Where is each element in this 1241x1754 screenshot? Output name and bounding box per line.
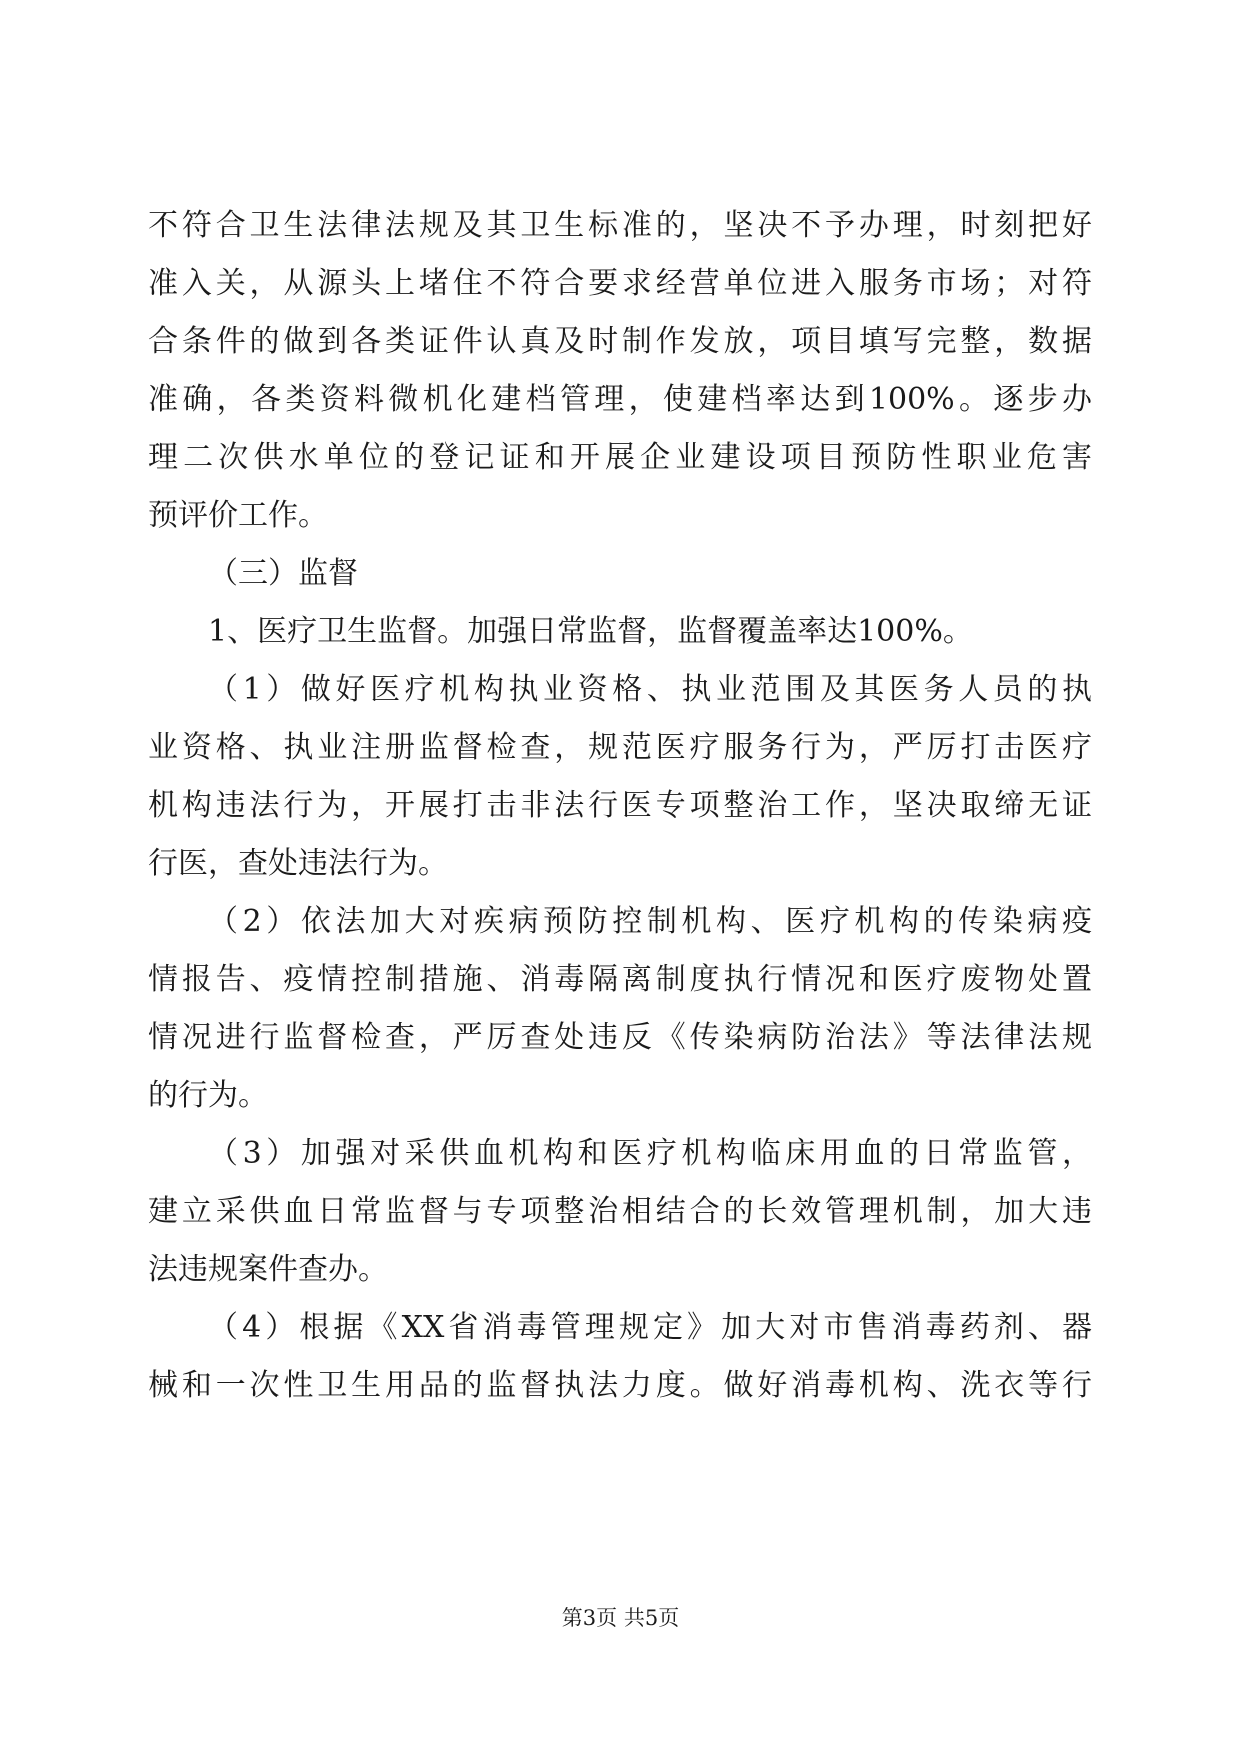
text-line: （3）加强对采供血机构和医疗机构临床用血的日常监管， <box>208 1136 1092 1171</box>
text-line: 合条件的做到各类证件认真及时制作发放，项目填写完整，数据 <box>148 324 1092 359</box>
text-line: （2）依法加大对疾病预防控制机构、医疗机构的传染病疫 <box>208 904 1092 939</box>
text-line: 业资格、执业注册监督检查，规范医疗服务行为，严厉打击医疗 <box>148 730 1092 765</box>
text-line: 准确，各类资料微机化建档管理，使建档率达到100%。逐步办 <box>148 382 1092 417</box>
subsection-heading: 1、医疗卫生监督。加强日常监督，监督覆盖率达100%。 <box>208 614 973 649</box>
text-line: 情况进行监督检查，严厉查处违反《传染病防治法》等法律法规 <box>148 1020 1092 1055</box>
text-line: 建立采供血日常监督与专项整治相结合的长效管理机制，加大违 <box>148 1194 1092 1229</box>
text-line: （4）根据《XX省消毒管理规定》加大对市售消毒药剂、器 <box>208 1310 1092 1345</box>
text-line: 械和一次性卫生用品的监督执法力度。做好消毒机构、洗衣等行 <box>148 1368 1092 1403</box>
text-line: 理二次供水单位的登记证和开展企业建设项目预防性职业危害 <box>148 440 1092 475</box>
section-heading: （三）监督 <box>208 556 358 591</box>
text-line: 不符合卫生法律法规及其卫生标准的，坚决不予办理，时刻把好 <box>148 208 1092 243</box>
text-line: 情报告、疫情控制措施、消毒隔离制度执行情况和医疗废物处置 <box>148 962 1092 997</box>
text-line: 机构违法行为，开展打击非法行医专项整治工作，坚决取缔无证 <box>148 788 1092 823</box>
text-line: （1）做好医疗机构执业资格、执业范围及其医务人员的执 <box>208 672 1092 707</box>
text-line: 准入关，从源头上堵住不符合要求经营单位进入服务市场；对符 <box>148 266 1092 301</box>
text-line: 行医，查处违法行为。 <box>148 846 448 881</box>
text-line: 的行为。 <box>148 1078 268 1113</box>
text-line: 预评价工作。 <box>148 498 328 533</box>
page-number-footer: 第3页 共5页 <box>561 1606 680 1630</box>
text-line: 法违规案件查办。 <box>148 1252 388 1287</box>
